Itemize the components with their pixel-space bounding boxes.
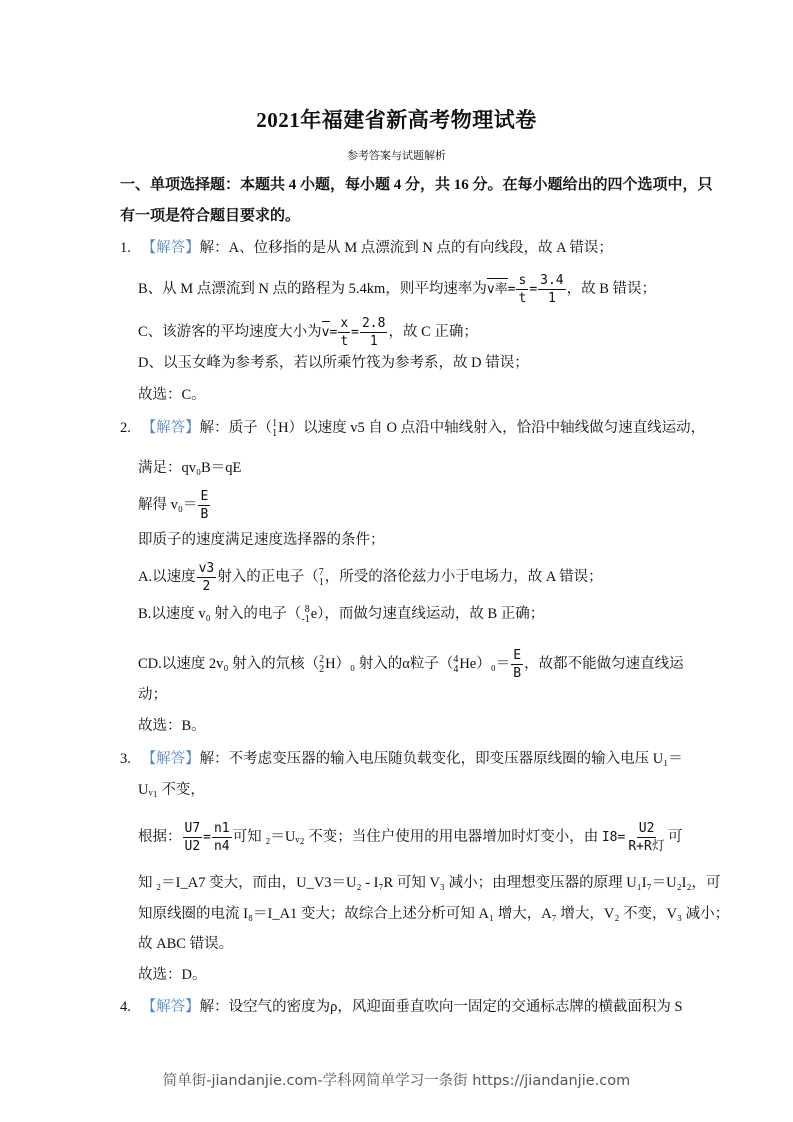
numerator: U7	[184, 821, 201, 836]
fraction	[511, 647, 523, 682]
q2-line-3	[138, 488, 211, 523]
text: 可知 ₂＝Uᵥ₂ 不变；当住户使用的用电器增加时灯变小，由	[232, 828, 602, 845]
denominator: 2	[202, 579, 211, 594]
numerator: x	[340, 316, 349, 331]
q2-line-6	[138, 604, 544, 625]
question-number: 1.	[120, 240, 131, 256]
question-number: 2.	[120, 420, 131, 436]
q2-line-7	[138, 647, 684, 682]
text: He）₀＝	[459, 655, 511, 672]
text: ，故 C 正确；	[388, 323, 478, 340]
denominator: B	[200, 507, 209, 522]
numerator: E	[513, 648, 522, 663]
text: B.以速度 v₀ 射入的电子（	[138, 606, 302, 622]
page-subtitle: 参考答案与试题解析	[347, 150, 446, 162]
numerator: E	[200, 489, 209, 504]
q3-line-5: 知原线圈的电流 I₈＝I_A1 变大；故综合上述分析可知 A₁ 增大，A₇ 增大，V₂ 不变，V₃ 减小；	[138, 906, 730, 922]
q1-line-d: D、以玉女峰为参考系，若以所乘竹筏为参考系，故 D 错误；	[138, 355, 529, 371]
text: C、该游客的平均速度大小为	[138, 323, 322, 340]
text: 根据：	[138, 828, 182, 845]
fraction	[360, 315, 387, 350]
var-v: v	[322, 321, 330, 343]
fraction	[338, 315, 350, 350]
text: 解：不考虑变压器的输入电压随负载变化，即变压器原线圈的输入电压 U₁＝	[199, 751, 683, 767]
question-number: 3.	[120, 751, 131, 767]
text: 可	[667, 828, 683, 845]
text: e），而做匀速直线运动，故 B 正确；	[310, 606, 545, 622]
numerator: s	[518, 273, 527, 288]
footer-watermark: 简单街-jiandanjie.com-学科网简单学习一条街 https://jiandanjie.com	[162, 1073, 631, 1089]
isotope-notation	[453, 655, 458, 675]
denominator: U2	[184, 839, 201, 854]
equals: =	[329, 324, 338, 340]
text: B、从 M 点漂流到 N 点的路程为 5.4km，则平均速率为	[138, 280, 487, 297]
denominator: t	[518, 291, 527, 306]
mass-number: 8	[304, 603, 310, 615]
isotope-notation	[319, 568, 324, 588]
text: 解：设空气的密度为ρ，风迎面垂直吹向一固定的交通标志牌的横截面积为 S	[199, 999, 683, 1015]
answer-tag: 【解答】	[141, 420, 200, 436]
atomic-number: -1	[301, 613, 310, 625]
mass-number: 2	[319, 653, 325, 665]
numerator: U2	[638, 821, 655, 836]
mass-number: 7	[318, 566, 324, 578]
denominator: R+R灯	[628, 839, 665, 854]
section-header-cont: 有一项是符合题目要求的。	[120, 208, 301, 224]
atomic-number: 1	[318, 576, 324, 588]
fraction	[183, 820, 203, 855]
isotope-notation	[272, 419, 277, 439]
q2-choice: 故选：B。	[138, 718, 206, 734]
numerator: v3	[198, 561, 215, 576]
atomic-number: 1	[272, 427, 278, 439]
text: ，所受的洛伦兹力小于电场力，故 A 错误；	[324, 568, 603, 585]
var-i8: I8	[601, 829, 618, 845]
var-v-rate: v率	[487, 278, 508, 300]
numerator: n1	[213, 821, 230, 836]
section-header: 一、单项选择题：本题共 4 小题，每小题 4 分，共 16 分。在每小题给出的四个选项中，只	[120, 177, 713, 193]
fraction	[212, 820, 232, 855]
denominator: 1	[547, 291, 556, 306]
question-number: 4.	[120, 999, 131, 1015]
q3-line-3	[138, 820, 682, 855]
q2-line-1	[120, 418, 705, 439]
equals: =	[507, 281, 516, 297]
q2-line-8: 动；	[138, 687, 167, 703]
text: ，故都不能做匀速直线运	[524, 655, 684, 672]
q1-choice: 故选：C。	[138, 387, 206, 403]
q2-line-2: 满足：qv₀B＝qE	[138, 460, 242, 476]
text: A.以速度	[138, 568, 196, 585]
q3-line-6: 故 ABC 错误。	[138, 936, 234, 952]
text: 解得 v₀＝	[138, 496, 198, 513]
q1-line-c	[138, 315, 478, 350]
atomic-number: 4	[453, 663, 459, 675]
fraction	[197, 560, 217, 595]
isotope-notation	[319, 655, 324, 675]
answer-tag: 【解答】	[141, 751, 200, 767]
q2-line-5	[138, 560, 603, 595]
denominator: n4	[213, 839, 230, 854]
q1-line-a	[120, 238, 613, 258]
equals: =	[203, 829, 211, 845]
equals: =	[529, 281, 538, 297]
q3-choice: 故选：D。	[138, 967, 207, 983]
text: H）₀ 射入的α粒子（	[325, 655, 454, 672]
text: H）以速度 v5 自 O 点沿中轴线射入，恰沿中轴线做匀速直线运动，	[278, 420, 706, 436]
q3-line-2: Uᵥ₁ 不变，	[138, 782, 205, 798]
answer-tag: 【解答】	[141, 240, 200, 256]
answer-tag: 【解答】	[141, 999, 200, 1015]
q2-line-4: 即质子的速度满足速度选择器的条件；	[138, 532, 385, 548]
q3-line-4: 知 ₂＝I_A7 变大，而由，U_V3＝U₂ - I₇R 可知 V₃ 减小；由理想变压器的原理 U₁I₇＝U₂I₂，可	[138, 875, 721, 891]
fraction	[516, 272, 528, 307]
fraction	[626, 820, 666, 855]
fraction	[538, 272, 565, 307]
q1-text-a: 解：A、位移指的是从 M 点漂流到 N 点的有向线段，故 A 错误；	[199, 240, 613, 256]
fraction	[198, 488, 210, 523]
denominator: t	[340, 334, 349, 349]
q3-line-1	[120, 749, 683, 769]
numerator: 3.4	[540, 273, 564, 288]
mass-number: 1	[272, 417, 278, 429]
text: ，故 B 错误；	[566, 280, 657, 297]
numerator: 2.8	[361, 316, 386, 331]
atomic-number: 2	[319, 663, 325, 675]
text: 解：质子（	[199, 420, 273, 436]
denominator: 1	[369, 334, 378, 349]
denominator: B	[513, 666, 522, 681]
q1-line-b	[138, 272, 656, 307]
q4-line-1	[120, 997, 683, 1017]
mass-number: 4	[453, 653, 459, 665]
isotope-notation	[301, 605, 309, 625]
text: 射入的正电子（	[217, 568, 319, 585]
page-title: 2021年福建省新高考物理试卷	[256, 108, 537, 132]
equals: =	[351, 324, 359, 340]
equals: =	[617, 829, 626, 845]
text: CD.以速度 2v₀ 射入的氘核（	[138, 655, 320, 672]
